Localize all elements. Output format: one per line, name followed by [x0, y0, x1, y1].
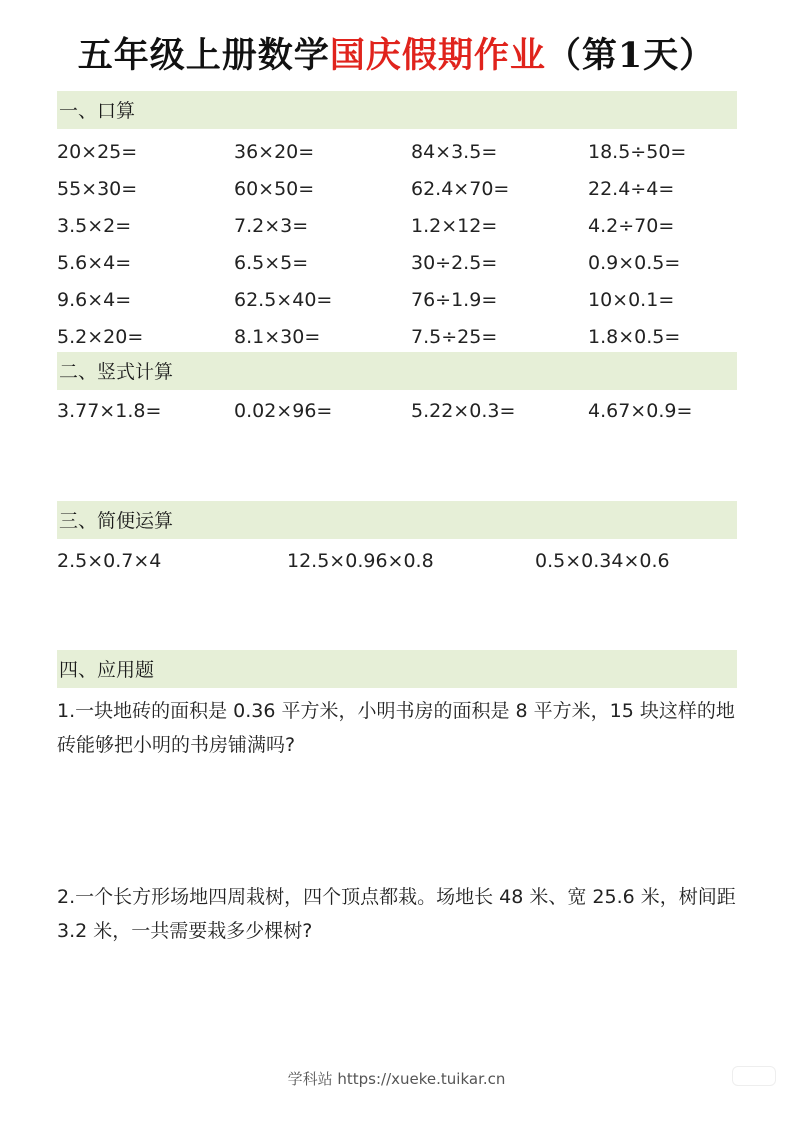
simplify-row	[57, 546, 737, 576]
oral-item: 0.9×0.5=	[588, 252, 681, 274]
oral-item: 76÷1.9=	[411, 289, 498, 311]
oral-item: 22.4÷4=	[588, 178, 675, 200]
watermark-badge	[732, 1066, 776, 1086]
vertical-item: 4.67×0.9=	[588, 400, 693, 422]
word-problem-2: 2.一个长方形场地四周栽树，四个顶点都栽。场地长 48 米、宽 25.6 米，树间距 3.2 米，一共需要栽多少棵树?	[57, 886, 736, 942]
simplify-item: 2.5×0.7×4	[57, 550, 162, 572]
title-homework: 国庆假期作业	[329, 35, 546, 76]
simplify-item: 12.5×0.96×0.8	[287, 550, 434, 572]
oral-item: 7.2×3=	[234, 215, 309, 237]
word-problem-1: 1.一块地砖的面积是 0.36 平方米，小明书房的面积是 8 平方米，15 块这样的地砖能够把小明的书房铺满吗?	[57, 700, 735, 756]
oral-row	[57, 248, 737, 278]
oral-item: 1.8×0.5=	[588, 326, 681, 348]
oral-item: 84×3.5=	[411, 141, 498, 163]
oral-item: 5.6×4=	[57, 252, 132, 274]
oral-item: 1.2×12=	[411, 215, 498, 237]
oral-item: 6.5×5=	[234, 252, 309, 274]
section-heading-vertical: 二、竖式计算	[57, 352, 737, 390]
oral-row	[57, 322, 737, 352]
oral-item: 55×30=	[57, 178, 138, 200]
vertical-item: 3.77×1.8=	[57, 400, 162, 422]
oral-row	[57, 211, 737, 241]
section-heading-oral: 一、口算	[57, 91, 737, 129]
page-title	[0, 28, 793, 84]
oral-row	[57, 174, 737, 204]
simplify-item: 0.5×0.34×0.6	[535, 550, 670, 572]
oral-item: 30÷2.5=	[411, 252, 498, 274]
oral-item: 36×20=	[234, 141, 315, 163]
oral-row	[57, 285, 737, 315]
section-heading-simplify: 三、简便运算	[57, 501, 737, 539]
oral-item: 9.6×4=	[57, 289, 132, 311]
title-grade: 五年级上册数学	[77, 35, 330, 76]
oral-item: 62.5×40=	[234, 289, 333, 311]
vertical-row	[57, 396, 737, 426]
oral-item: 3.5×2=	[57, 215, 132, 237]
oral-item: 10×0.1=	[588, 289, 675, 311]
oral-row	[57, 137, 737, 167]
section-heading-word: 四、应用题	[57, 650, 737, 688]
footer-source: 学科站 https://xueke.tuikar.cn	[287, 1070, 506, 1088]
oral-item: 18.5÷50=	[588, 141, 687, 163]
oral-item: 8.1×30=	[234, 326, 321, 348]
oral-item: 60×50=	[234, 178, 315, 200]
title-day: （第1天）	[545, 35, 716, 76]
oral-item: 4.2÷70=	[588, 215, 675, 237]
vertical-item: 5.22×0.3=	[411, 400, 516, 422]
oral-item: 20×25=	[57, 141, 138, 163]
oral-item: 62.4×70=	[411, 178, 510, 200]
oral-item: 5.2×20=	[57, 326, 144, 348]
vertical-item: 0.02×96=	[234, 400, 333, 422]
oral-item: 7.5÷25=	[411, 326, 498, 348]
